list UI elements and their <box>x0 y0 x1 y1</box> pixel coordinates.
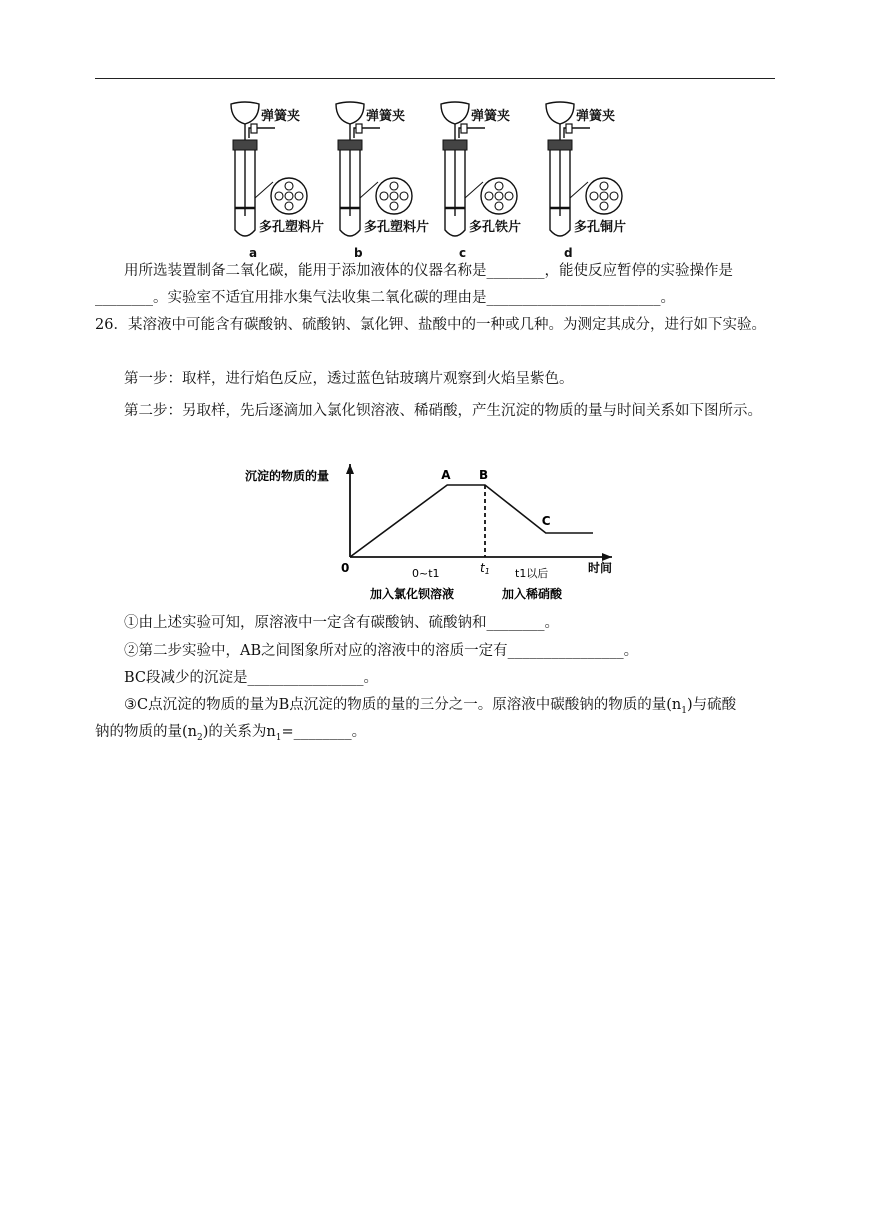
plate-hole <box>275 192 283 200</box>
q25-line1: 用所选装置制备二氧化碳，能用于添加液体的仪器名称是________，能使反应暂停的实验操作是 <box>124 263 733 279</box>
clamp-label: 弹簧夹 <box>261 109 301 124</box>
plate-hole <box>390 202 398 210</box>
q26-sub3-c: 钠的物质的量(n <box>95 724 197 740</box>
pointer-line <box>570 182 588 198</box>
plate-hole <box>390 192 398 200</box>
clamp-icon <box>566 124 572 133</box>
clamp-icon <box>251 124 257 133</box>
region-label-2: 加入稀硝酸 <box>502 587 563 601</box>
porous-plate-detail <box>481 178 517 214</box>
plate-hole <box>505 192 513 200</box>
clamp-icon <box>356 124 362 133</box>
plate-hole <box>285 202 293 210</box>
q26-sub3-sub1b: 1 <box>275 732 282 743</box>
plate-hole <box>600 192 608 200</box>
tube-id-label: b <box>354 246 363 260</box>
tube-id-label: c <box>459 246 467 260</box>
plate-hole <box>380 192 388 200</box>
plate-label: 多孔塑料片 <box>259 220 325 235</box>
q26-sub3-sub2: 2 <box>197 732 203 743</box>
clamp-label: 弹簧夹 <box>576 109 616 124</box>
clamp-label: 弹簧夹 <box>366 109 406 124</box>
point-label-A: A <box>441 468 451 482</box>
porous-plate-detail <box>271 178 307 214</box>
stopper <box>443 140 467 150</box>
pointer-line <box>360 182 378 198</box>
origin-label: 0 <box>341 561 350 575</box>
apparatus-tube-b <box>336 102 429 260</box>
t1-tick-label: t1 <box>480 561 490 576</box>
plate-hole <box>390 182 398 190</box>
tube-id-label: a <box>249 246 258 260</box>
plate-label: 多孔铁片 <box>469 220 522 235</box>
apparatus-tube-c <box>441 102 521 260</box>
apparatus-figure <box>215 98 655 260</box>
plate-hole <box>295 192 303 200</box>
plate-hole <box>495 192 503 200</box>
range-label-1: 0~t1 <box>412 567 440 580</box>
q26-sub3-e: =________。 <box>281 724 367 740</box>
y-axis-label: 沉淀的物质的量 <box>245 469 330 483</box>
q26-sub3-sub1: 1 <box>681 705 687 716</box>
x-axis-label: 时间 <box>588 561 613 575</box>
region-label-1: 加入氯化钡溶液 <box>370 587 455 601</box>
plate-label: 多孔塑料片 <box>364 220 430 235</box>
funnel-icon <box>546 102 574 124</box>
porous-plate-detail <box>586 178 622 214</box>
tube-id-label: d <box>564 246 573 260</box>
q26-step2: 第二步：另取样，先后逐滴加入氯化钡溶液、稀硝酸，产生沉淀的物质的量与时间关系如下图所示。 <box>124 403 762 419</box>
header-rule <box>95 78 775 79</box>
pointer-line <box>465 182 483 198</box>
stopper <box>548 140 572 150</box>
q26-sub3-b: )与硫酸 <box>686 697 737 713</box>
precipitate-graph <box>240 462 620 604</box>
funnel-icon <box>336 102 364 124</box>
stopper <box>338 140 362 150</box>
plate-hole <box>485 192 493 200</box>
apparatus-tube-d <box>546 102 626 260</box>
plate-label: 多孔铜片 <box>574 220 627 235</box>
q26-sub3-a: ③C点沉淀的物质的量为B点沉淀的物质的量的三分之一。原溶液中碳酸钠的物质的量(n <box>124 697 682 713</box>
funnel-icon <box>441 102 469 124</box>
q26-step1: 第一步：取样，进行焰色反应，透过蓝色钴玻璃片观察到火焰呈紫色。 <box>124 371 574 387</box>
point-label-B: B <box>479 468 489 482</box>
plate-hole <box>600 182 608 190</box>
q26-sub2: ②第二步实验中，AB之间图象所对应的溶液中的溶质一定有________________。 <box>124 643 639 659</box>
funnel-icon <box>231 102 259 124</box>
plate-hole <box>400 192 408 200</box>
q26-intro: 26．某溶液中可能含有碳酸钠、硫酸钠、氯化钾、盐酸中的一种或几种。为测定其成分，进行如下实验。 <box>95 317 766 333</box>
plate-hole <box>610 192 618 200</box>
plate-hole <box>495 182 503 190</box>
porous-plate-detail <box>376 178 412 214</box>
q26-sub3-line2 <box>95 719 775 752</box>
plate-hole <box>495 202 503 210</box>
plate-hole <box>285 192 293 200</box>
point-label-C: C <box>541 514 551 528</box>
stopper <box>233 140 257 150</box>
q26-sub3-d: )的关系为n <box>202 724 276 740</box>
plate-hole <box>285 182 293 190</box>
apparatus-tube-a <box>231 102 324 260</box>
clamp-label: 弹簧夹 <box>471 109 511 124</box>
x-axis-arrow-icon <box>602 553 612 561</box>
q26-sub2b: BC段减少的沉淀是________________。 <box>124 670 379 686</box>
range-label-2: t1以后 <box>515 567 549 580</box>
plate-hole <box>600 202 608 210</box>
q25-line2: ________。实验室不适宜用排水集气法收集二氧化碳的理由是________________________。 <box>95 290 675 306</box>
q26-sub1: ①由上述实验可知，原溶液中一定含有碳酸钠、硫酸钠和________。 <box>124 615 559 631</box>
y-axis-arrow-icon <box>346 464 354 474</box>
precipitate-line <box>350 485 593 557</box>
plate-hole <box>590 192 598 200</box>
clamp-icon <box>461 124 467 133</box>
pointer-line <box>255 182 273 198</box>
